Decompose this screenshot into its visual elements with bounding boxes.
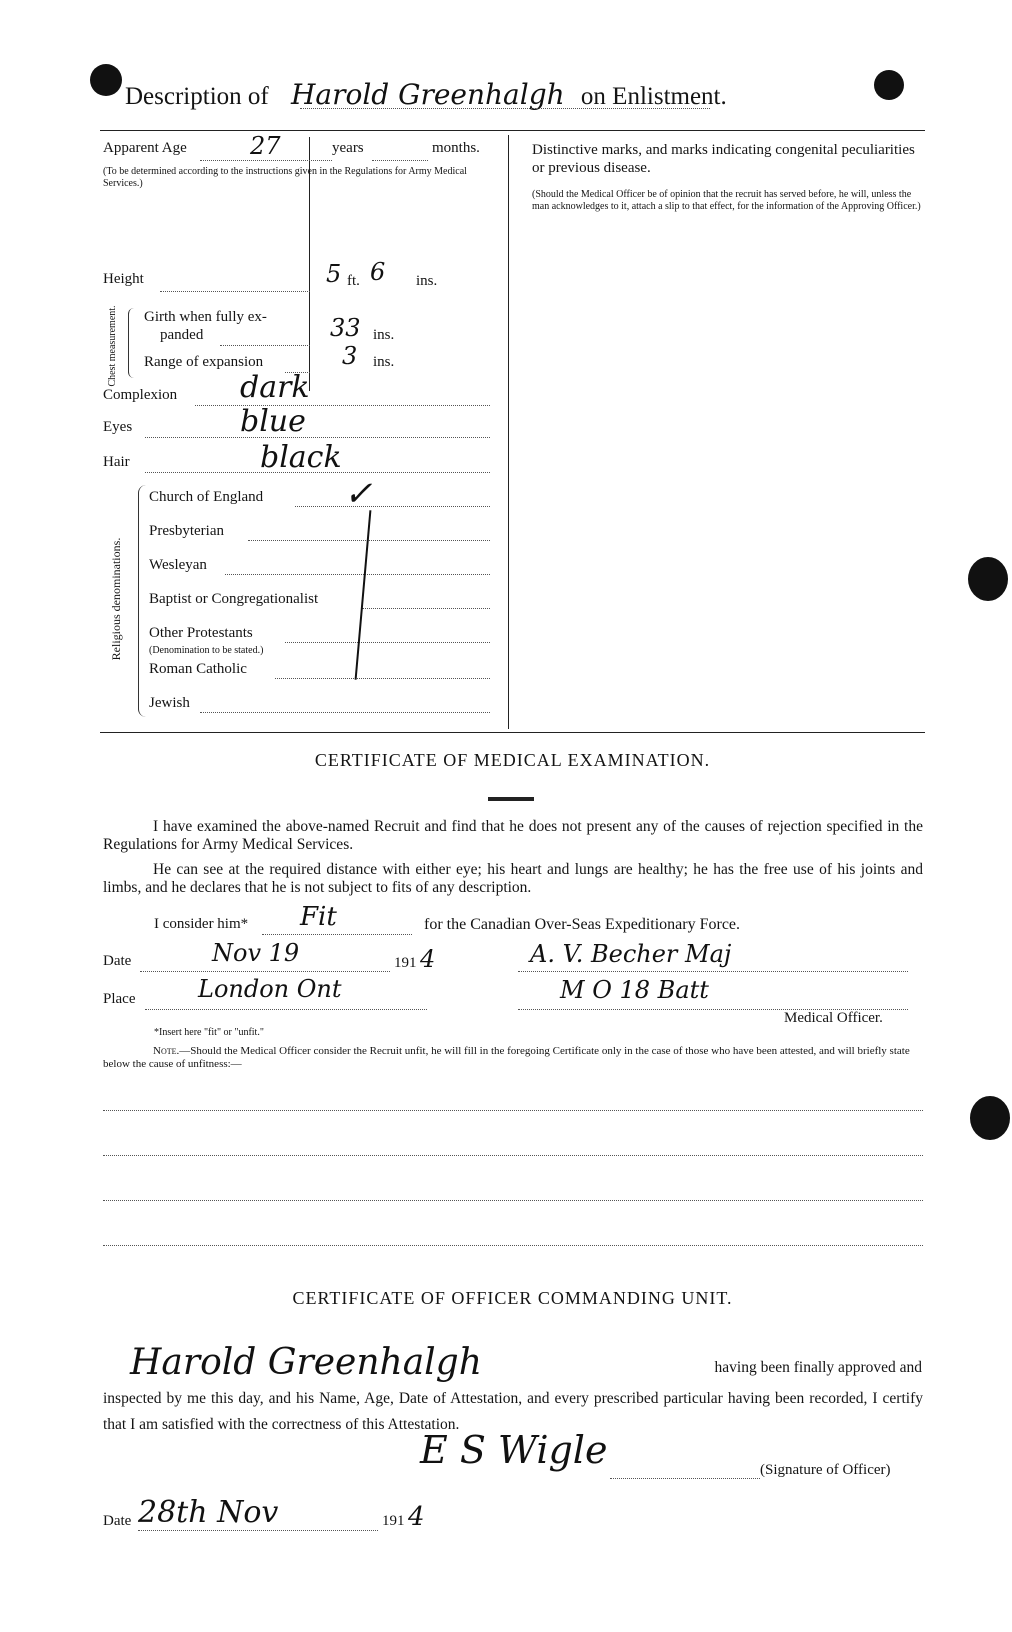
religion-dots-5 bbox=[285, 642, 490, 643]
height-ins-label: ins. bbox=[416, 273, 438, 289]
chest-brace bbox=[128, 308, 137, 378]
age-value: 27 bbox=[250, 132, 281, 160]
medical-paragraph-2: He can see at the required distance with either eye; his heart and lungs are healthy; he has the free use of his joints and limbs, and he declares that he is not subject to fits of any description. bbox=[103, 861, 923, 896]
commanding-certificate-heading: CERTIFICATE OF OFFICER COMMANDING UNIT. bbox=[292, 1288, 733, 1308]
punch-hole-right-2 bbox=[970, 1096, 1010, 1140]
unfit-note-label: Note. bbox=[153, 1045, 180, 1057]
girth-value: 33 bbox=[330, 314, 361, 342]
age-dotted-line bbox=[200, 160, 332, 161]
force-label: for the Canadian Over-Seas Expeditionary Force. bbox=[424, 916, 741, 933]
commanding-officer-signature: E S Wigle bbox=[420, 1428, 608, 1472]
religion-dots-4 bbox=[362, 608, 490, 609]
med-date-value: Nov 19 bbox=[212, 939, 300, 967]
religion-checkmark-line bbox=[355, 510, 372, 680]
range-label: Range of expansion bbox=[144, 354, 264, 370]
section-divider bbox=[100, 732, 925, 733]
co-year-label: 191 bbox=[382, 1513, 405, 1529]
recruit-name-signature: Harold Greenhalgh bbox=[130, 1342, 482, 1383]
co-date-dotted-line bbox=[138, 1530, 378, 1531]
chest-side-label: Chest measurement. bbox=[107, 305, 118, 387]
range-ins-label: ins. bbox=[373, 354, 395, 370]
approval-text-2: inspected by me this day, and his Name, Age, Date of Attestation, and every prescribed particular having been recorded, I certify that I am satisfied with the correctness of this Attestation. bbox=[103, 1390, 923, 1433]
punch-hole-right-1 bbox=[968, 557, 1008, 601]
eyes-dotted-line bbox=[145, 437, 490, 438]
range-value: 3 bbox=[342, 342, 358, 370]
age-label: Apparent Age bbox=[103, 140, 187, 156]
unfitness-line-1 bbox=[103, 1110, 923, 1111]
religion-other-note: (Denomination to be stated.) bbox=[149, 645, 264, 656]
consider-label: I consider him* bbox=[154, 916, 249, 932]
months-label: months. bbox=[432, 140, 480, 156]
complexion-value: dark bbox=[240, 370, 310, 405]
religion-side-label: Religious denominations. bbox=[109, 537, 123, 661]
distinctive-marks-note: (Should the Medical Officer be of opinion that the recruit has served before, he will, unless the man acknowledges to it, attach a slip to that effect, for the information of the Approving Officer.) bbox=[532, 189, 921, 212]
unfit-note bbox=[103, 1045, 923, 1071]
medical-heading-rule bbox=[488, 797, 534, 801]
religion-dots-3 bbox=[225, 574, 490, 575]
hair-value: black bbox=[260, 440, 342, 475]
hair-label: Hair bbox=[103, 454, 130, 470]
fit-dotted-line bbox=[262, 934, 412, 935]
officer-signature-dotted-line bbox=[610, 1478, 760, 1479]
document-title bbox=[125, 78, 905, 118]
religion-wesleyan: Wesleyan bbox=[149, 557, 207, 573]
place-label: Place bbox=[103, 991, 136, 1007]
recruit-name: Harold Greenhalgh bbox=[290, 78, 565, 111]
medical-officer-signature: A. V. Becher Maj bbox=[530, 940, 732, 968]
religion-other-protestants: Other Protestants bbox=[149, 625, 253, 641]
unfitness-line-4 bbox=[103, 1245, 923, 1246]
top-rule bbox=[100, 130, 925, 131]
med-date-label: Date bbox=[103, 953, 132, 969]
religion-church-mark: ✓ bbox=[344, 474, 373, 514]
age-note: (To be determined according to the instructions given in the Regulations for Army Medical Services.) bbox=[103, 166, 467, 189]
religion-brace bbox=[138, 485, 147, 717]
distinctive-marks-heading: Distinctive marks, and marks indicating congenital peculiarities or previous disease. bbox=[532, 142, 915, 176]
height-inches: 6 bbox=[370, 258, 386, 286]
co-date-value: 28th Nov bbox=[138, 1495, 279, 1530]
punch-hole-top-left bbox=[90, 64, 122, 96]
title-suffix: on Enlistment. bbox=[580, 83, 727, 110]
unfitness-line-2 bbox=[103, 1155, 923, 1156]
medical-unit: M O 18 Batt bbox=[560, 976, 709, 1004]
med-date-dotted-line bbox=[140, 971, 390, 972]
unfit-note-text: —Should the Medical Officer consider the Recruit unfit, he will fill in the foregoing Certificate only in the case of those who have been attested, and will briefly state below the cause of unfitness:— bbox=[103, 1045, 910, 1070]
girth-ins-label: ins. bbox=[373, 327, 395, 343]
unfitness-line-3 bbox=[103, 1200, 923, 1201]
medical-certificate-heading: CERTIFICATE OF MEDICAL EXAMINATION. bbox=[314, 750, 711, 770]
religion-presbyterian: Presbyterian bbox=[149, 523, 224, 539]
co-year-digit: 4 bbox=[408, 1502, 425, 1532]
place-dotted-line bbox=[145, 1009, 427, 1010]
complexion-label: Complexion bbox=[103, 387, 178, 403]
religion-church-of-england: Church of England bbox=[149, 489, 264, 505]
title-dotted-line bbox=[300, 108, 710, 109]
fit-value: Fit bbox=[300, 902, 337, 932]
med-year-digit: 4 bbox=[420, 945, 436, 973]
approval-text-1: having been finally approved and bbox=[714, 1359, 922, 1376]
height-dotted-line bbox=[160, 291, 310, 292]
girth-dotted-line bbox=[220, 345, 310, 346]
place-value: London Ont bbox=[198, 975, 342, 1003]
eyes-label: Eyes bbox=[103, 419, 133, 435]
girth-label-1: Girth when fully ex- bbox=[144, 309, 267, 325]
column-divider bbox=[508, 135, 509, 729]
religion-dots-2 bbox=[248, 540, 490, 541]
eyes-value: blue bbox=[240, 404, 306, 439]
med-signature-dotted-line bbox=[518, 971, 908, 972]
medical-officer-label: Medical Officer. bbox=[784, 1010, 883, 1026]
med-year-label: 191 bbox=[394, 955, 417, 971]
insert-note: *Insert here "fit" or "unfit." bbox=[154, 1027, 264, 1038]
height-label: Height bbox=[103, 271, 144, 287]
religion-roman-catholic: Roman Catholic bbox=[149, 661, 247, 677]
religion-dots-7 bbox=[200, 712, 490, 713]
religion-baptist: Baptist or Congregationalist bbox=[149, 591, 319, 607]
religion-dots-1 bbox=[295, 506, 490, 507]
ft-label: ft. bbox=[347, 273, 360, 289]
religion-dots-6 bbox=[275, 678, 490, 679]
months-dotted-line bbox=[372, 160, 428, 161]
officer-signature-label: (Signature of Officer) bbox=[760, 1462, 891, 1478]
girth-label-2: panded bbox=[160, 327, 204, 343]
medical-paragraph-1: I have examined the above-named Recruit and find that he does not present any of the causes of rejection specified in the Regulations for Army Medical Services. bbox=[103, 818, 923, 853]
co-date-label: Date bbox=[103, 1513, 132, 1529]
height-feet: 5 bbox=[326, 260, 342, 288]
title-prefix: Description of bbox=[125, 83, 269, 110]
religion-jewish: Jewish bbox=[149, 695, 190, 711]
years-label: years bbox=[332, 140, 364, 156]
